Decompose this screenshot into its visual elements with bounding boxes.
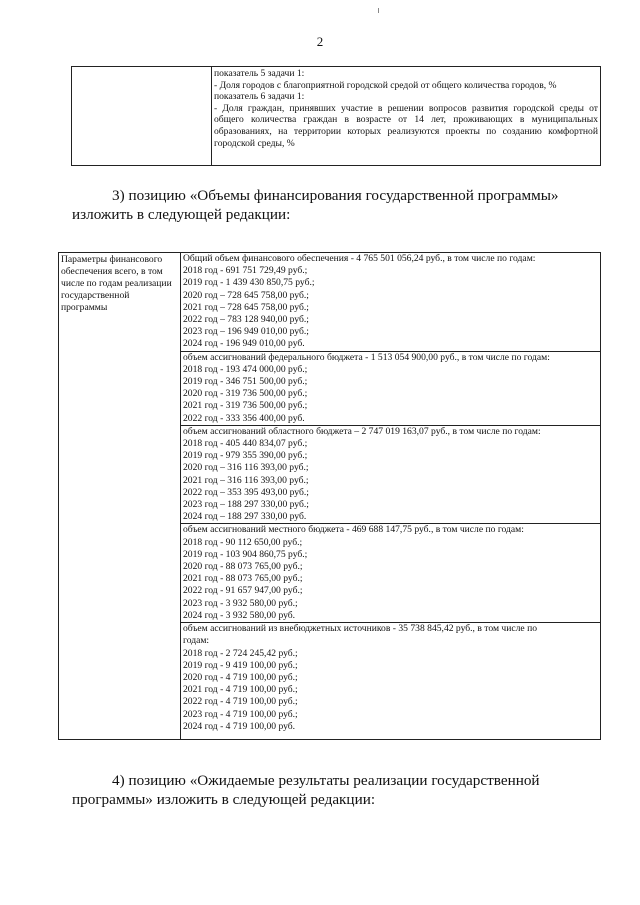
financing-line: 2019 год - 346 751 500,00 руб.;	[183, 376, 308, 388]
financing-line: 2021 год - 88 073 765,00 руб.;	[183, 573, 303, 585]
financing-line: 2020 год - 319 736 500,00 руб.;	[183, 388, 308, 400]
financing-line: 2019 год - 979 355 390,00 руб.;	[183, 450, 308, 462]
financing-line: 2024 год - 3 932 580,00 руб.	[183, 609, 296, 621]
regional-budget-block	[181, 426, 600, 525]
financing-line: 2020 год - 88 073 765,00 руб.;	[183, 561, 303, 573]
financing-line: 2023 год – 188 297 330,00 руб.;	[183, 499, 309, 511]
financing-values	[181, 253, 600, 739]
financing-line: 2018 год - 405 440 834,07 руб.;	[183, 438, 308, 450]
financing-line: 2024 год - 4 719 100,00 руб.	[183, 720, 296, 732]
financing-line: Общий объем финансового обеспечения - 4 765 501 056,24 руб., в том числе по годам:	[183, 253, 536, 264]
page-number: 2	[316, 34, 324, 49]
financing-line: 2023 год – 196 949 010,00 руб.;	[183, 326, 309, 338]
financing-line: 2022 год - 4 719 100,00 руб.;	[183, 696, 298, 708]
paragraph-4	[72, 771, 602, 809]
indicators-table-right-cell	[212, 67, 600, 165]
financing-line: 2020 год – 728 645 758,00 руб.;	[183, 289, 309, 301]
financing-line: 2024 год - 196 949 010,00 руб.	[183, 338, 305, 350]
indicator-line: - Доля городов с благоприятной городской средой от общего количества городов, %	[214, 79, 557, 91]
financing-parameters-label: Параметры финансового обеспечения всего, в том числе по годам реализации государственной программы	[59, 253, 181, 739]
paragraph-4-line-1: 4) позицию «Ожидаемые результаты реализации государственной	[112, 772, 540, 789]
indicators-table	[71, 66, 601, 166]
financing-line: 2018 год - 691 751 729,49 руб.;	[183, 265, 308, 277]
financing-line: 2022 год – 353 395 493,00 руб.;	[183, 486, 309, 498]
financing-line: 2020 год – 316 116 393,00 руб.;	[183, 462, 309, 474]
financing-line: 2019 год - 1 439 430 850,75 руб.;	[183, 277, 315, 289]
indicators-table-left-cell	[72, 67, 212, 165]
indicator-line: - Доля граждан, принявших участие в решении вопросов развития городской среды от общего количества граждан в возрасте от 14 лет, проживающих в муниципальных образованиях, на территории которых реализуются проекты по созданию комфортной городской среды, %	[214, 102, 598, 149]
indicator-line: показатель 6 задачи 1:	[214, 91, 305, 103]
financing-line: 2018 год - 2 724 245,42 руб.;	[183, 647, 298, 659]
federal-budget-block	[181, 352, 600, 426]
financing-line: 2021 год - 4 719 100,00 руб.;	[183, 684, 298, 696]
financing-line: 2023 год - 4 719 100,00 руб.;	[183, 708, 298, 720]
financing-line: 2021 год – 728 645 758,00 руб.;	[183, 301, 309, 313]
financing-line: 2018 год - 90 112 650,00 руб.;	[183, 536, 303, 548]
financing-line: 2019 год - 9 419 100,00 руб.;	[183, 659, 298, 671]
financing-line: объем ассигнований федерального бюджета - 1 513 054 900,00 руб., в том числе по годам:	[183, 351, 550, 363]
financing-line: 2021 год - 319 736 500,00 руб.;	[183, 400, 308, 412]
financing-line: 2022 год – 783 128 940,00 руб.;	[183, 314, 309, 326]
paragraph-3	[72, 186, 602, 224]
financing-line: объем ассигнований областного бюджета – 2 747 019 163,07 руб., в том числе по годам:	[183, 425, 541, 437]
financing-line: 2020 год - 4 719 100,00 руб.;	[183, 671, 298, 683]
financing-line: 2022 год - 91 657 947,00 руб.;	[183, 585, 303, 597]
total-financing-block	[181, 253, 600, 352]
paragraph-3-line-1: 3) позицию «Объемы финансирования государственной программы»	[112, 187, 559, 204]
financing-line: 2018 год - 193 474 000,00 руб.;	[183, 363, 308, 375]
financing-table	[58, 252, 601, 740]
indicator-line: показатель 5 задачи 1:	[214, 68, 305, 79]
financing-line: объем ассигнований из внебюджетных источников - 35 738 845,42 руб., в том числе по	[183, 623, 538, 635]
financing-line: объем ассигнований местного бюджета - 469 688 147,75 руб., в том числе по годам:	[183, 524, 524, 536]
local-budget-block	[181, 524, 600, 623]
financing-line: 2023 год - 3 932 580,00 руб.;	[183, 597, 298, 609]
financing-line: 2022 год - 333 356 400,00 руб.	[183, 412, 305, 424]
paragraph-3-line-2: изложить в следующей редакции:	[72, 206, 291, 223]
financing-line: 2021 год – 316 116 393,00 руб.;	[183, 474, 309, 486]
extrabudgetary-block	[181, 623, 600, 739]
scan-mark	[378, 8, 379, 13]
financing-line: годам:	[183, 635, 210, 647]
paragraph-4-line-2: программы» изложить в следующей редакции:	[72, 791, 376, 808]
financing-line: 2019 год - 103 904 860,75 руб.;	[183, 548, 308, 560]
financing-line: 2024 год – 188 297 330,00 руб.	[183, 511, 307, 523]
